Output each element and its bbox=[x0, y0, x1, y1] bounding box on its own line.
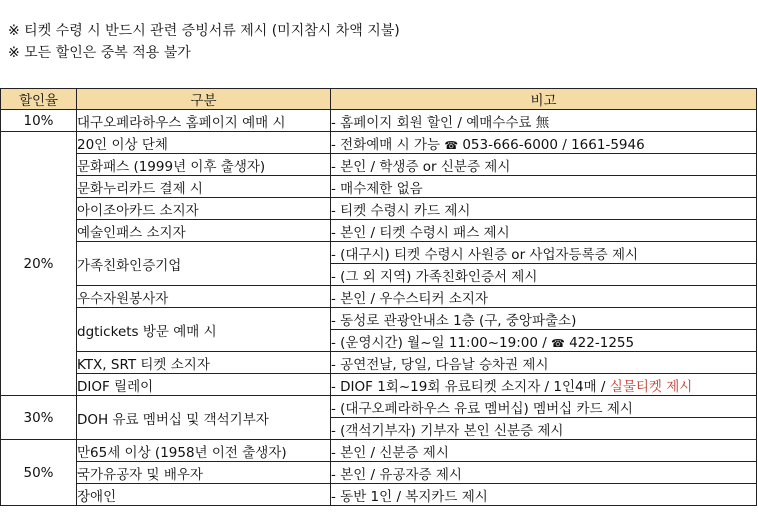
remark-cell: - 본인 / 티켓 수령시 패스 제시 bbox=[331, 220, 757, 242]
category-cell: DOH 유료 멤버십 및 객석기부자 bbox=[77, 396, 331, 440]
table-row bbox=[1, 242, 757, 264]
category-cell: KTX, SRT 티켓 소지자 bbox=[77, 352, 331, 374]
notice-line: ※ 티켓 수령 시 반드시 관련 증빙서류 제시 (미지참시 차액 지불) bbox=[8, 23, 400, 39]
remark-cell: - (객석기부자) 기부자 본인 신분증 제시 bbox=[331, 418, 757, 440]
discount-table bbox=[0, 88, 757, 506]
table-row bbox=[1, 176, 757, 198]
table-row bbox=[1, 374, 757, 396]
notice-line: ※ 모든 할인은 중복 적용 불가 bbox=[8, 45, 191, 61]
remark-cell: - 본인 / 신분증 제시 bbox=[331, 440, 757, 462]
discount-rate-cell: 10% bbox=[1, 110, 77, 132]
category-cell: 가족친화인증기업 bbox=[77, 242, 331, 286]
category-cell: 20인 이상 단체 bbox=[77, 132, 331, 154]
table-body bbox=[1, 110, 757, 506]
remark-cell: - 본인 / 학생증 or 신분증 제시 bbox=[331, 154, 757, 176]
table-row bbox=[1, 220, 757, 242]
table-row bbox=[1, 132, 757, 154]
discount-rate-cell: 20% bbox=[1, 132, 77, 396]
remark-text: - (운영시간) 월~일 11:00~19:00 / bbox=[331, 334, 552, 351]
header-rate: 할인율 bbox=[1, 89, 77, 110]
remark-text: - DIOF 1회~19회 유료티켓 소지자 / 1인4매 / bbox=[331, 378, 610, 395]
remark-cell: - 매수제한 없음 bbox=[331, 176, 757, 198]
remark-cell: - 동반 1인 / 복지카드 제시 bbox=[331, 484, 757, 506]
discount-rate-cell: 30% bbox=[1, 396, 77, 440]
remark-cell bbox=[331, 330, 757, 352]
remark-cell bbox=[331, 132, 757, 154]
remark-text: 053-666-6000 / 1661-5946 bbox=[458, 136, 645, 153]
highlight-text: 실물티켓 제시 bbox=[609, 378, 693, 395]
remark-cell: - (그 외 지역) 가족친화인증서 제시 bbox=[331, 264, 757, 286]
table-row bbox=[1, 286, 757, 308]
remark-cell: - (대구오페라하우스 유료 멤버십) 멤버십 카드 제시 bbox=[331, 396, 757, 418]
notice-section bbox=[8, 20, 400, 64]
table-row bbox=[1, 110, 757, 132]
remark-cell: - 동성로 관광안내소 1층 (구, 중앙파출소) bbox=[331, 308, 757, 330]
category-cell: 우수자원봉사자 bbox=[77, 286, 331, 308]
table-row bbox=[1, 352, 757, 374]
category-cell: 만65세 이상 (1958년 이전 출생자) bbox=[77, 440, 331, 462]
category-cell: 대구오페라하우스 홈페이지 예매 시 bbox=[77, 110, 331, 132]
remark-text: - 전화예매 시 가능 bbox=[331, 136, 445, 153]
category-cell: 국가유공자 및 배우자 bbox=[77, 462, 331, 484]
table-row bbox=[1, 154, 757, 176]
remark-cell: - 공연전날, 당일, 다음날 승차권 제시 bbox=[331, 352, 757, 374]
category-cell: 문화누리카드 결제 시 bbox=[77, 176, 331, 198]
category-cell: 문화패스 (1999년 이후 출생자) bbox=[77, 154, 331, 176]
table-row bbox=[1, 440, 757, 462]
header-type: 구분 bbox=[77, 89, 331, 110]
category-cell: 장애인 bbox=[77, 484, 331, 506]
remark-cell: - 본인 / 유공자증 제시 bbox=[331, 462, 757, 484]
remark-cell: - 홈페이지 회원 할인 / 예매수수료 無 bbox=[331, 110, 757, 132]
table-row bbox=[1, 396, 757, 418]
table-row bbox=[1, 308, 757, 330]
category-cell: dgtickets 방문 예매 시 bbox=[77, 308, 331, 352]
phone-icon: ☎ bbox=[551, 336, 565, 350]
phone-icon: ☎ bbox=[444, 138, 459, 152]
category-cell: 예술인패스 소지자 bbox=[77, 220, 331, 242]
category-cell: 아이조아카드 소지자 bbox=[77, 198, 331, 220]
remark-cell: - 본인 / 우수스티커 소지자 bbox=[331, 286, 757, 308]
table-row bbox=[1, 198, 757, 220]
table-row bbox=[1, 462, 757, 484]
table-header-row bbox=[1, 89, 757, 110]
remark-cell bbox=[331, 374, 757, 396]
remark-text: 422-1255 bbox=[564, 334, 635, 351]
discount-rate-cell: 50% bbox=[1, 440, 77, 506]
remark-cell: - (대구시) 티켓 수령시 사원증 or 사업자등록증 제시 bbox=[331, 242, 757, 264]
category-cell: DIOF 릴레이 bbox=[77, 374, 331, 396]
remark-cell: - 티켓 수령시 카드 제시 bbox=[331, 198, 757, 220]
table-row bbox=[1, 484, 757, 506]
header-remark: 비고 bbox=[331, 89, 757, 110]
